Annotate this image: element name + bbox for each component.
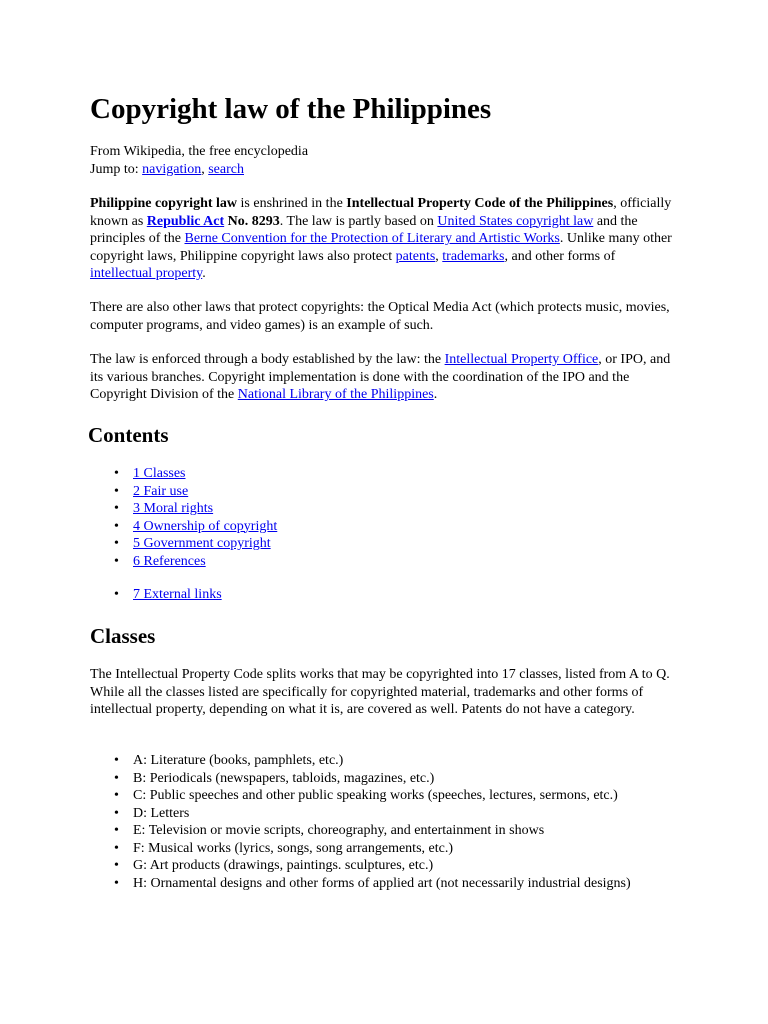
classes-list: [114, 752, 631, 892]
republic-act-link[interactable]: [147, 214, 224, 229]
enforcement-paragraph: [90, 351, 680, 404]
list-item: • H: Ornamental designs and other forms of applied art (not necessarily industrial designs): [114, 875, 631, 893]
toc-link-government-copyright[interactable]: 5 Government copyright: [133, 536, 271, 551]
page-title: Copyright law of the Philippines: [90, 93, 492, 125]
enforcement-text: The law is enforced through a body established by the law: the: [90, 352, 445, 367]
toc-link-ownership[interactable]: 4 Ownership of copyright: [133, 518, 278, 534]
list-item: • C: Public speeches and other public speaking works (speeches, lectures, sermons, etc.): [114, 787, 631, 805]
trademarks-link[interactable]: trademarks: [442, 248, 505, 264]
classes-intro-text: The Intellectual Property Code splits works that may be copyrighted into 17 classes, listed from A to Q. While all the classes listed are specifically for copyrighted material, trademarks and other forms of intellectual property, depending on what it is, are covered as well. Patents do not have a category.: [90, 667, 670, 717]
article-subheader: [90, 143, 690, 178]
navigation-link[interactable]: navigation: [142, 161, 202, 177]
toc-item: [114, 553, 277, 571]
intro-code-name: Intellectual Property Code of the Philippines: [346, 196, 614, 211]
enforcement-text: , or IPO, and its various branches. Copyright implementation is done with the coordination of the IPO and the Copyright Division of the: [90, 352, 671, 402]
toc-item: [114, 465, 277, 483]
list-item: • E: Television or movie scripts, choreography, and entertainment in shows: [114, 822, 631, 840]
toc-link-references[interactable]: 6 References: [133, 553, 206, 569]
classes-heading: Classes: [90, 624, 156, 648]
toc-link-fair-use[interactable]: 2 Fair use: [133, 483, 189, 499]
intellectual-property-link[interactable]: intellectual property: [90, 266, 203, 281]
national-library-link[interactable]: National Library of the Philippines: [237, 387, 434, 402]
toc-item: [114, 586, 222, 604]
toc-link-moral-rights[interactable]: 3 Moral rights: [133, 501, 214, 516]
toc-link-external-links[interactable]: 7 External links: [133, 587, 222, 602]
search-link[interactable]: search: [208, 161, 244, 177]
intro-text: . Unlike many other copyright laws, Philippine copyright laws also protect: [90, 231, 672, 264]
contents-heading: Contents: [88, 423, 169, 447]
intro-text: ,: [435, 248, 443, 264]
ipo-link[interactable]: Intellectual Property Office: [444, 352, 599, 367]
list-item: • G: Art products (drawings, paintings. sculptures, etc.): [114, 857, 631, 875]
optical-media-text: There are also other laws that protect copyrights: the Optical Media Act (which protects music, movies, computer programs, and video games) is an example of such.: [90, 300, 670, 333]
us-copyright-law-link[interactable]: United States copyright law: [437, 213, 594, 229]
list-item: • B: Periodicals (newspapers, tabloids, magazines, etc.): [114, 770, 631, 788]
list-item: • A: Literature (books, pamphlets, etc.): [114, 752, 631, 770]
intro-paragraph: [90, 195, 680, 283]
toc-item: [114, 518, 277, 536]
classes-paragraph: [90, 666, 680, 719]
intro-text: is enshrined in the: [237, 196, 347, 211]
enforcement-text: .: [433, 387, 438, 402]
act-number: No. 8293: [227, 213, 280, 229]
republic-act-label: Republic Act: [146, 213, 225, 229]
intro-text: .: [202, 266, 206, 281]
intro-text: . The law is partly based on: [279, 213, 438, 229]
jump-to-line: [90, 161, 690, 179]
toc-item: [114, 535, 277, 553]
tagline: From Wikipedia, the free encyclopedia: [90, 144, 309, 159]
intro-text: , officially known as: [90, 196, 672, 229]
intro-text: and the principles of the: [90, 213, 638, 246]
berne-convention-link[interactable]: Berne Convention for the Protection of Literary and Artistic Works: [184, 231, 560, 246]
list-item: • F: Musical works (lyrics, songs, song arrangements, etc.): [114, 840, 631, 858]
list-item: • D: Letters: [114, 805, 631, 823]
jump-separator: ,: [201, 161, 209, 177]
toc-item: [114, 483, 277, 501]
intro-subject: Philippine copyright law: [90, 196, 238, 211]
table-of-contents: [114, 465, 277, 570]
optical-media-paragraph: [90, 299, 680, 334]
intro-text: , and other forms of: [504, 248, 616, 264]
jump-prefix: Jump to:: [90, 161, 143, 177]
toc-item: [114, 500, 277, 518]
toc-link-classes[interactable]: 1 Classes: [133, 466, 186, 481]
patents-link[interactable]: patents: [395, 248, 436, 264]
table-of-contents-continued: [114, 586, 222, 604]
